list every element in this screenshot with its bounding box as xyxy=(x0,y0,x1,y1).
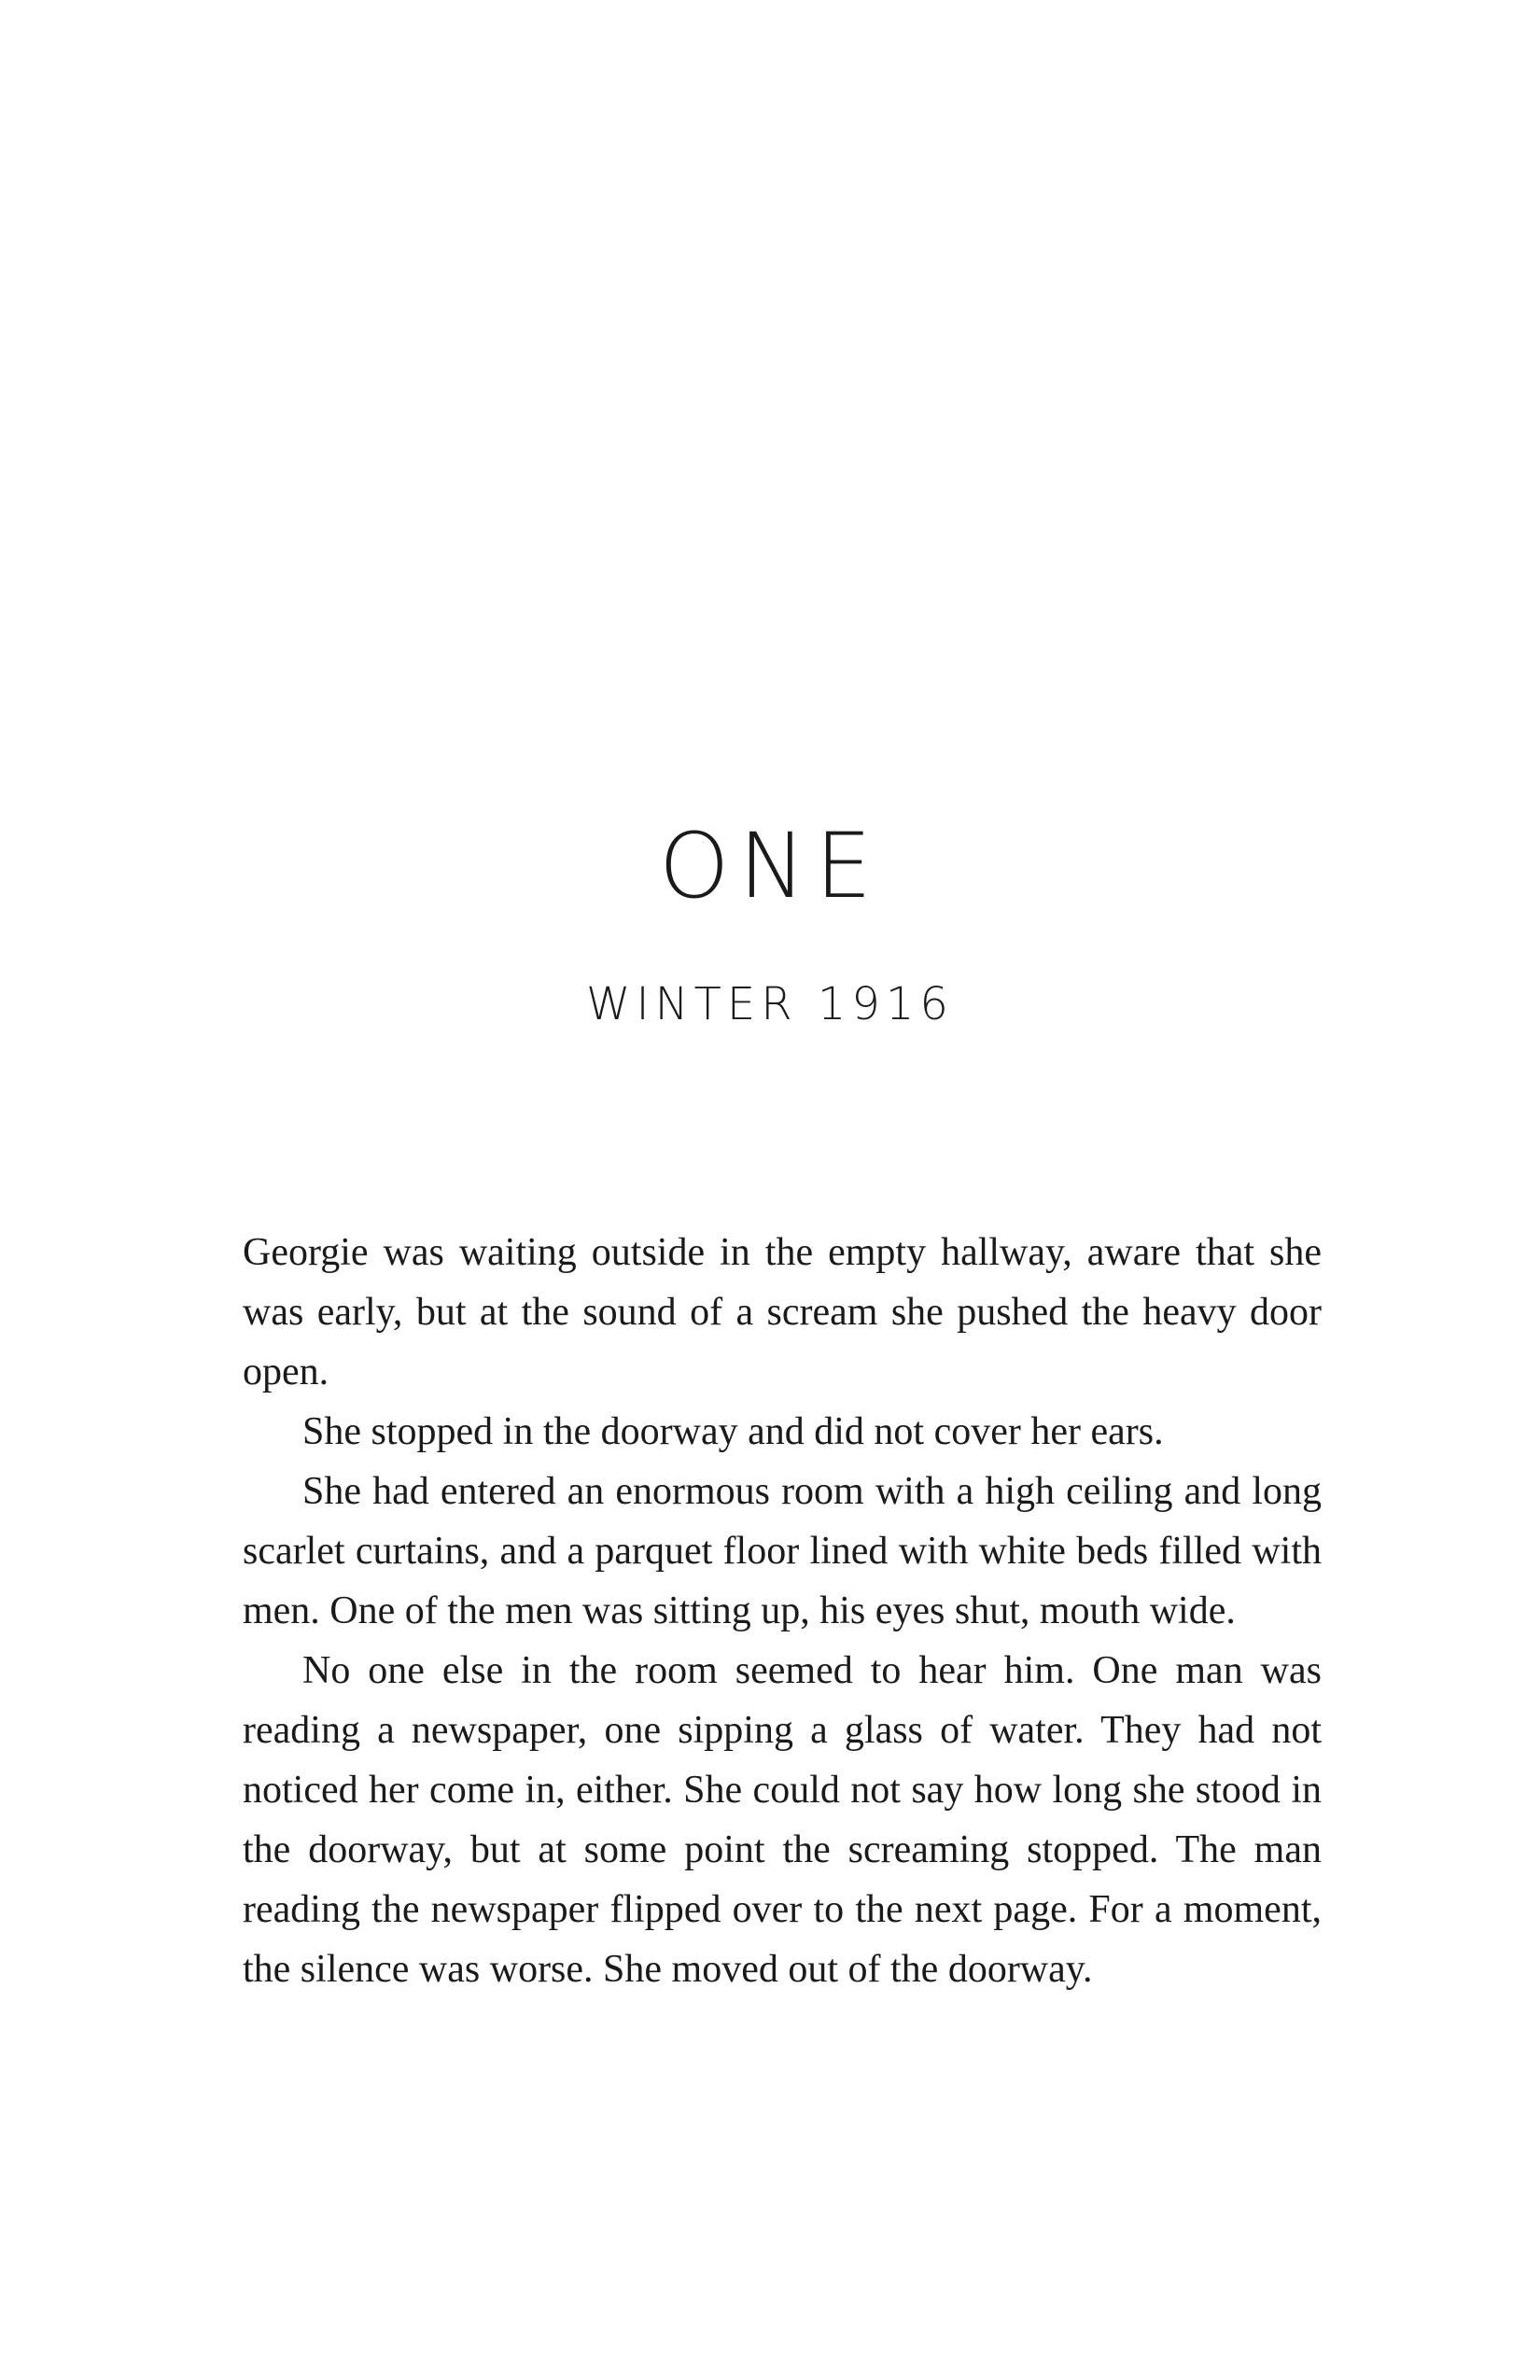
chapter-number: ONE xyxy=(658,814,882,918)
paragraph-1: Georgie was waiting outside in the empty hallway, aware that she was early, but at the sound of a scream she pushed the heavy door open. xyxy=(243,1231,1322,1393)
paragraph-3: She had entered an enormous room with a high ceiling and long scarlet curtains, and a parquet floor lined with white beds filled with men. One of the men was sitting up, his eyes shut, mouth wide. xyxy=(243,1470,1322,1632)
paragraph-2: She stopped in the doorway and did not cover her ears. xyxy=(302,1410,1164,1453)
paragraph-4: No one else in the room seemed to hear him. One man was reading a newspaper, one sipping a glass of water. They had not noticed her come in, either. She could not say how long she stood in the doorway, but at some point the screaming stopped. The man reading the newspaper flipped over to the next page. For a moment, the silence was worse. She moved out of the doorway. xyxy=(243,1649,1322,1991)
chapter-body xyxy=(243,1223,1322,1999)
chapter-subtitle: WINTER 1916 xyxy=(586,978,954,1030)
